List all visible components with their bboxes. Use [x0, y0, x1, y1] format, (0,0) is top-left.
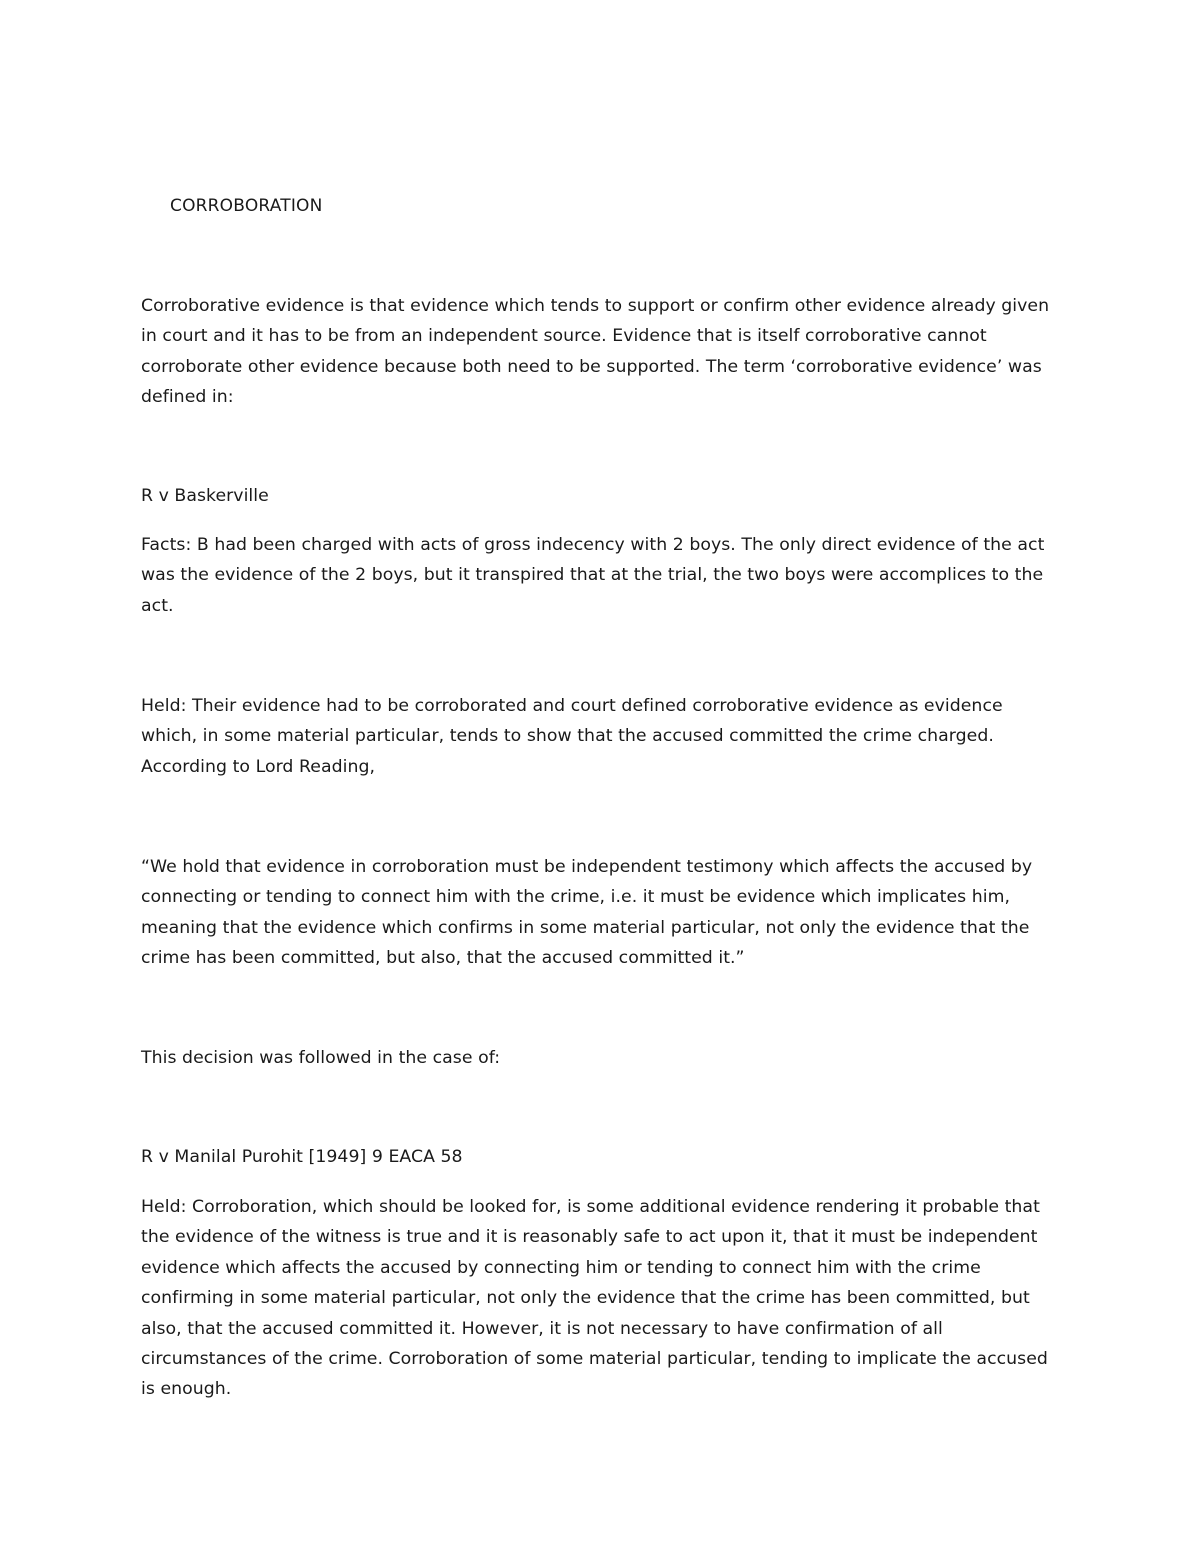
- case-heading-manilal-purohit: R v Manilal Purohit [1949] 9 EACA 58: [141, 1147, 463, 1167]
- held-paragraph-baskerville: Held: Their evidence had to be corroborated and court defined corroborative evidence as evidence which, in some material particular, tends to show that the accused committed the crime charged. According to Lord Reading,: [141, 696, 1003, 777]
- held-paragraph-manilal-purohit: Held: Corroboration, which should be looked for, is some additional evidence rendering it probable that the evidence of the witness is true and it is reasonably safe to act upon it, that it must be independent evidence which affects the accused by connecting him or tending to connect him with the crime confirming in some material particular, not only the evidence that the crime has been committed, but also, that the accused committed it. However, it is not necessary to have confirmation of all circumstances of the crime. Corroboration of some material particular, tending to implicate the accused is enough.: [141, 1197, 1048, 1400]
- intro-paragraph: Corroborative evidence is that evidence which tends to support or confirm other evidence already given in court and it has to be from an independent source. Evidence that is itself corroborative cannot corroborate other evidence because both need to be supported. The term ‘corroborative evidence’ was defined in:: [141, 296, 1050, 408]
- quote-paragraph: “We hold that evidence in corroboration must be independent testimony which affects the accused by connecting or tending to connect him with the crime, i.e. it must be evidence which implicates him, meaning that the evidence which confirms in some material particular, not only the evidence that the crime has been committed, but also, that the accused committed it.”: [141, 857, 1033, 969]
- followed-paragraph: This decision was followed in the case of:: [141, 1048, 501, 1068]
- document-title: CORROBORATION: [170, 196, 323, 216]
- case-heading-baskerville: R v Baskerville: [141, 486, 269, 506]
- facts-paragraph: Facts: B had been charged with acts of gross indecency with 2 boys. The only direct evidence of the act was the evidence of the 2 boys, but it transpired that at the trial, the two boys were accomplices to the act.: [141, 535, 1045, 616]
